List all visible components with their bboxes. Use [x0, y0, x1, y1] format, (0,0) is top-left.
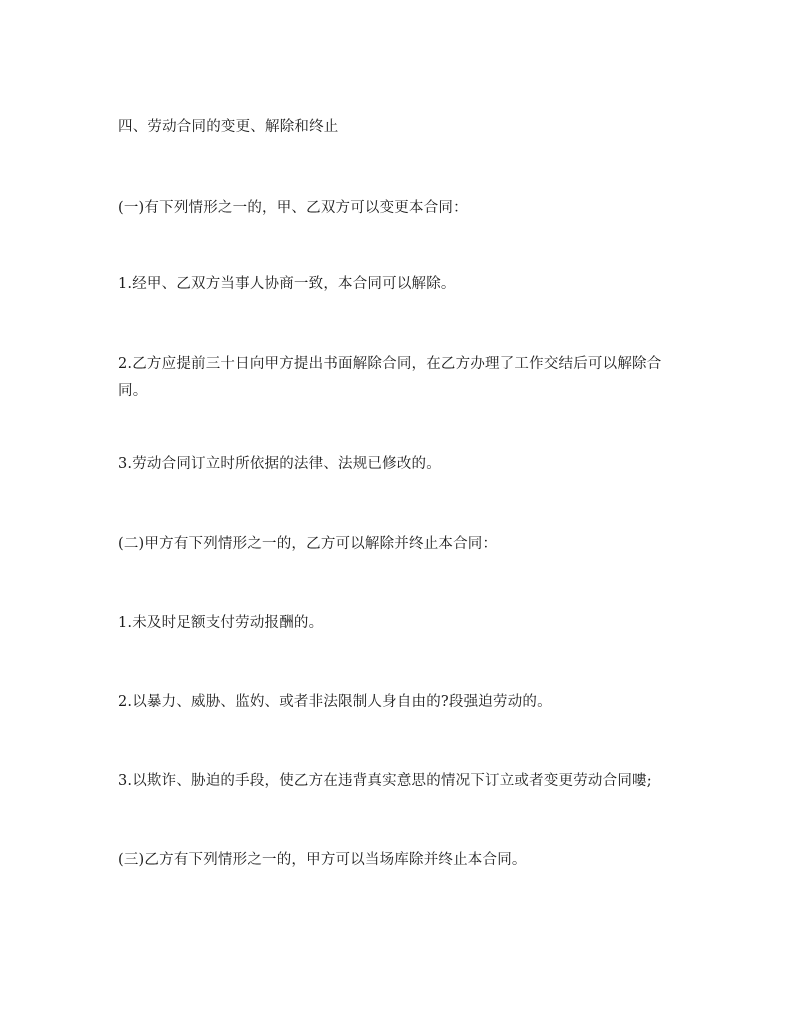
paragraph-subsection-3: (三)乙方有下列情形之一的，甲方可以当场库除并终止本合同。 — [118, 852, 527, 868]
paragraph-item: 1.经甲、乙双方当事人协商一致，本合同可以解除。 — [118, 276, 456, 292]
paragraph-item: 3.劳动合同订立时所依据的法律、法规已修改的。 — [118, 456, 441, 472]
section-heading: 四、劳动合同的变更、解除和终止 — [118, 119, 339, 135]
paragraph-item: 2.以暴力、威胁、监妁、或者非法限制人身自由的?段强迫劳动的。 — [118, 694, 552, 710]
paragraph-item: 3.以欺诈、胁迫的手段，使乙方在违背真实意思的情况下订立或者变更劳动合同嘍; — [118, 773, 652, 789]
paragraph-subsection-2: (二)甲方有下列情形之一的，乙方可以解除并终止本合同： — [118, 536, 498, 552]
paragraph-subsection-1: (一)有下列情形之一的，甲、乙双方可以变更本合同： — [118, 200, 468, 216]
paragraph-item: 1.未及时足额支付劳动报酬的。 — [118, 615, 324, 631]
paragraph-item: 2.乙方应提前三十日向甲方提出书面解除合同，在乙方办理了工作交结后可以解除合同。 — [118, 356, 662, 399]
